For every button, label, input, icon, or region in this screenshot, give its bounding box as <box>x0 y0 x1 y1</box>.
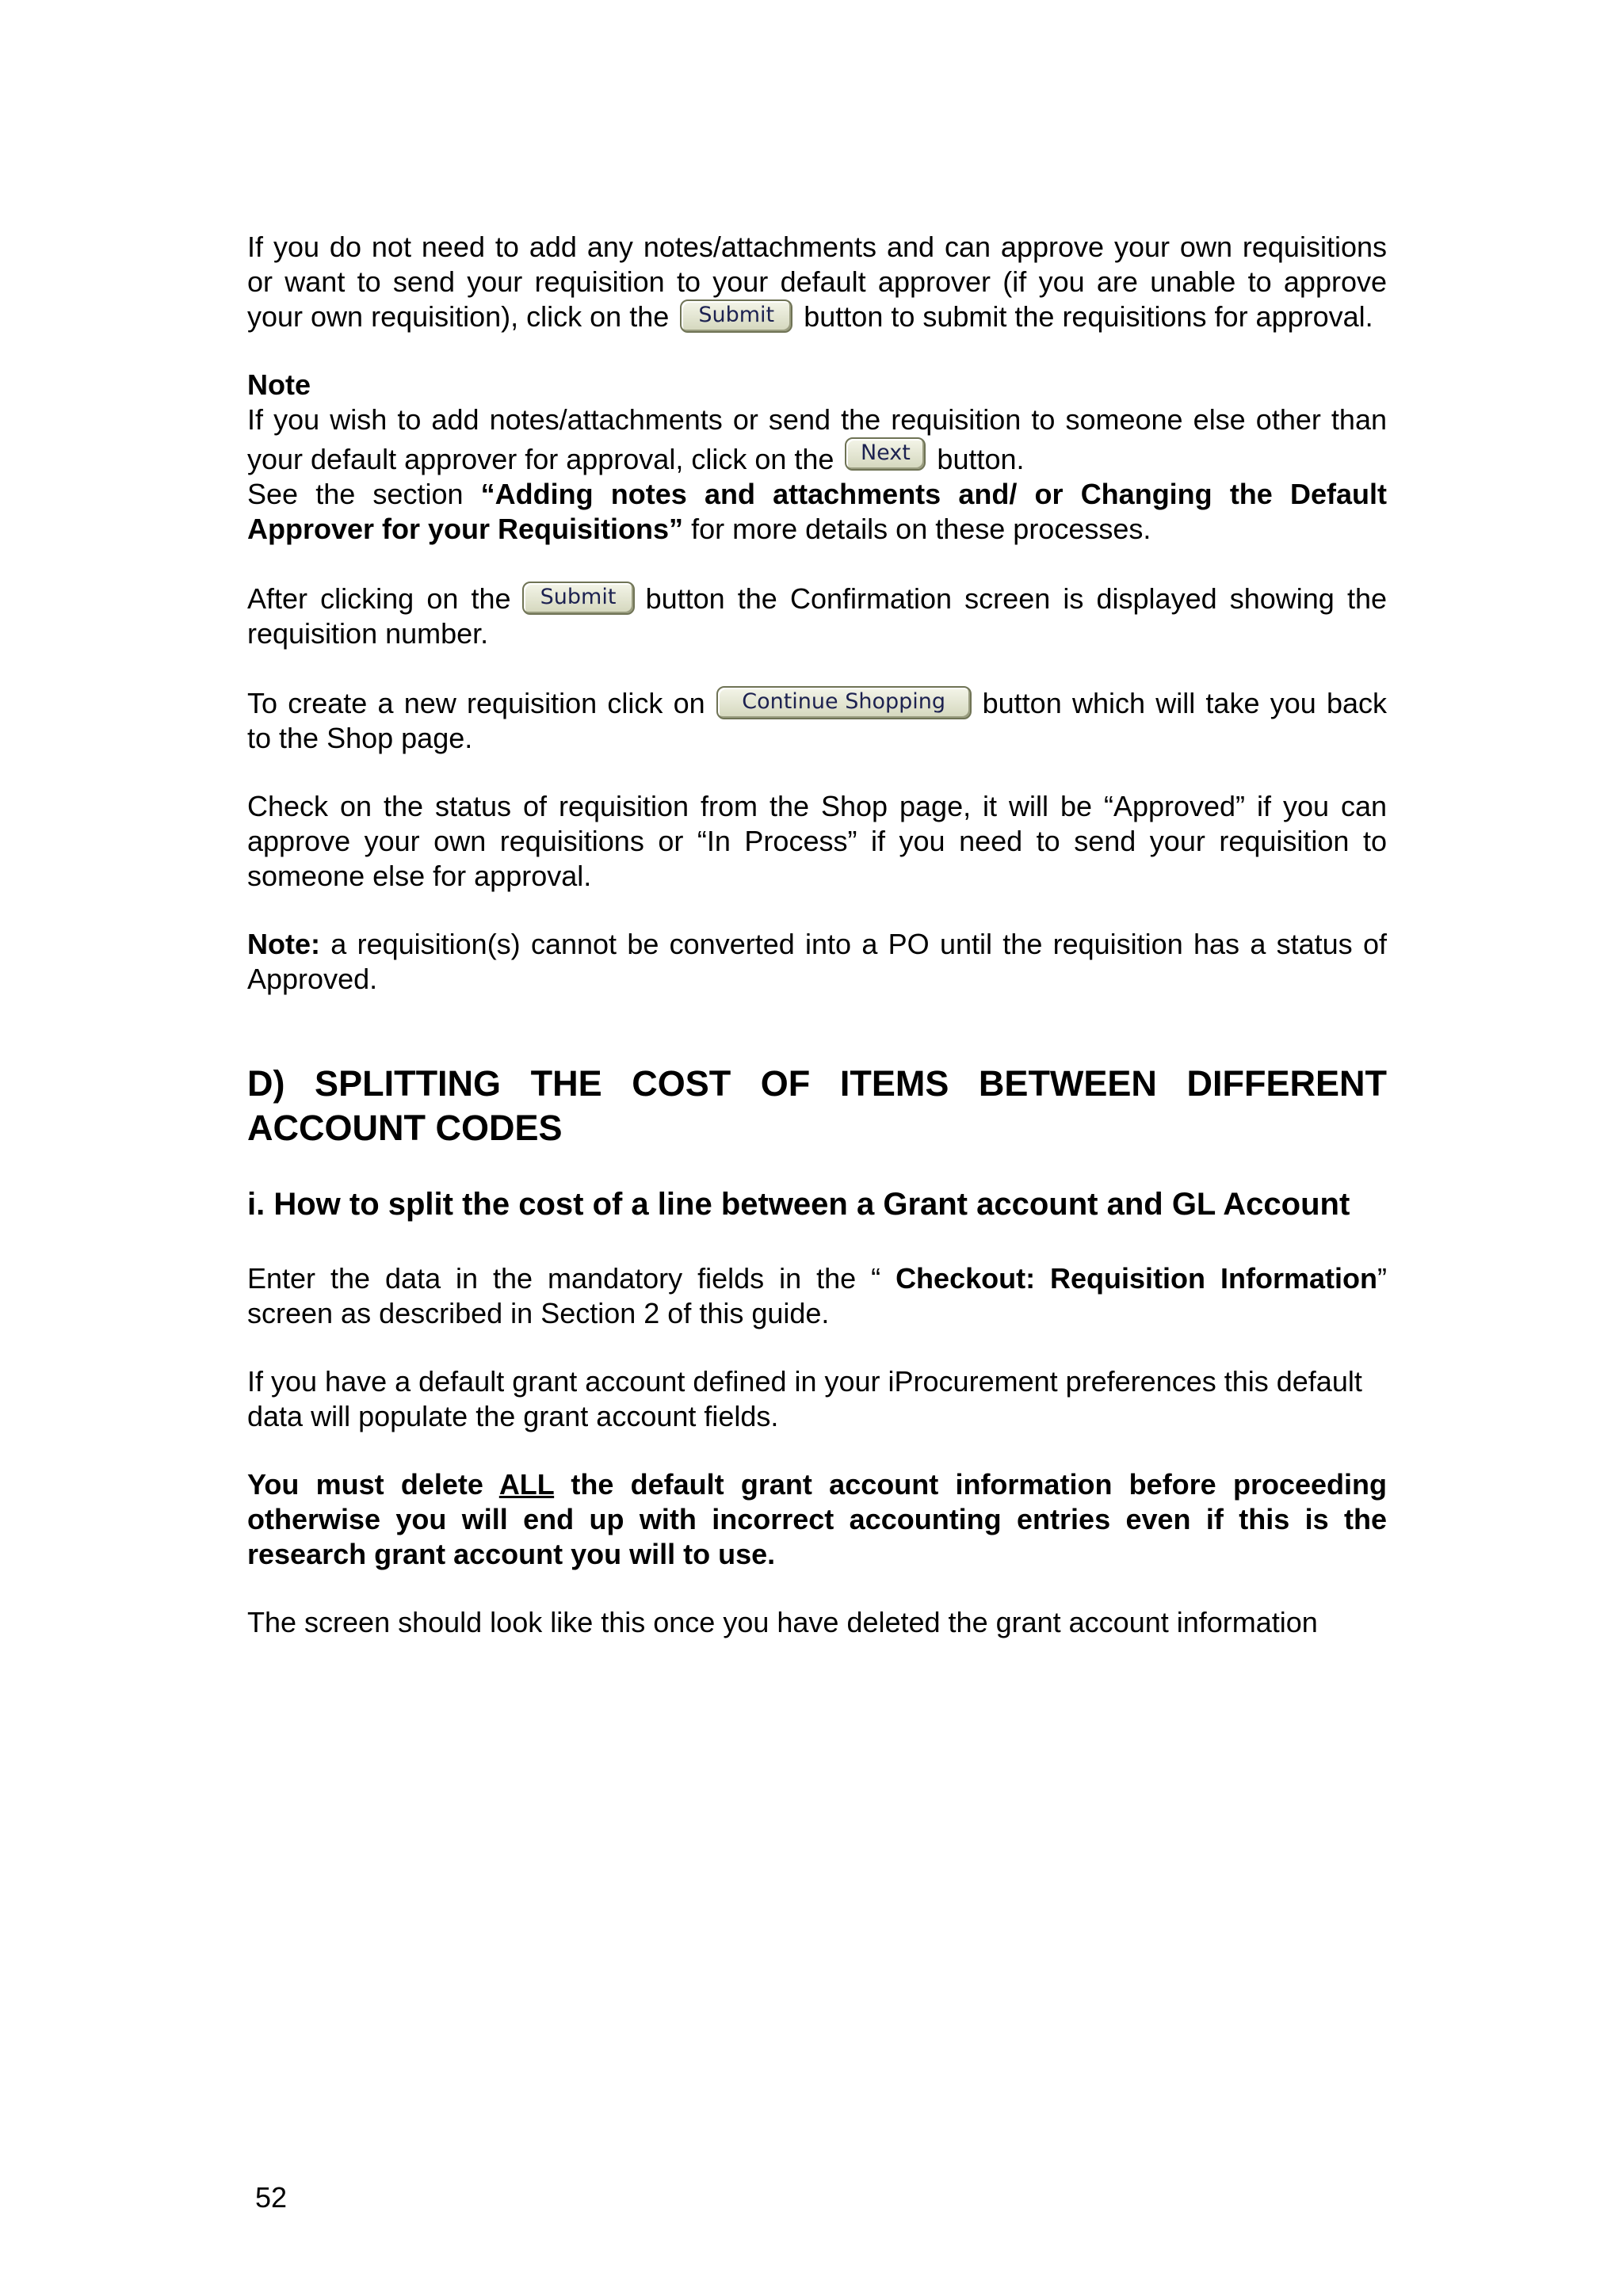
default-grant-paragraph: If you have a default grant account defined in your iProcurement preferences this default data will populate the grant account fields. <box>247 1365 1362 1432</box>
po-note-label: Note: <box>247 928 320 960</box>
mandatory-fields-text-end: ” screen as described in Section 2 of this guide. <box>247 1262 1387 1329</box>
note-text: If you wish to add notes/attachments or send the requisition to someone else other than your default approver for approval, click on the <box>247 403 1387 475</box>
confirmation-paragraph <box>247 582 1387 651</box>
subsection-i-heading: i. How to split the cost of a line between a Grant account and GL Account <box>247 1187 1350 1222</box>
confirmation-text-end: button the Confirmation screen is displayed showing the requisition number. <box>247 582 1388 650</box>
submit-button-2[interactable]: Submit <box>522 582 635 615</box>
screen-description-paragraph: The screen should look like this once you have deleted the grant account information <box>247 1606 1318 1638</box>
next-button[interactable]: Next <box>845 437 926 471</box>
section-reference: “Adding notes and attachments and/ or Changing the Default Approver for your Requisitions” <box>247 478 1387 545</box>
status-paragraph: Check on the status of requisition from the Shop page, it will be “Approved” if you can approve your own requisitions or “In Process” if you need to send your requisition to someone else for approval. <box>247 790 1387 892</box>
submit-instructions-paragraph <box>247 230 1387 334</box>
submit-instructions-text: If you do not need to add any notes/attachments and can approve your own requisitions or want to send your requisition to your default approver (if you are unable to approve your own requisition), click on the <box>247 231 1387 333</box>
see-section-text: See the section <box>247 478 464 510</box>
po-note-paragraph <box>247 927 1387 997</box>
mandatory-fields-text: Enter the data in the mandatory fields in the “ <box>247 1262 881 1295</box>
note-paragraph <box>247 402 1387 477</box>
po-note-text: a requisition(s) cannot be converted into a PO until the requisition has a status of Approved. <box>247 928 1387 995</box>
confirmation-text: After clicking on the <box>247 582 511 615</box>
mandatory-fields-paragraph <box>247 1261 1387 1331</box>
note-text-end: button. <box>937 443 1025 475</box>
note-title: Note <box>247 368 311 401</box>
delete-warning-emphasis: ALL <box>498 1468 555 1501</box>
delete-warning-text: You must delete <box>247 1468 483 1501</box>
document-page <box>247 230 1387 1640</box>
new-requisition-text: To create a new requisition click on <box>247 687 705 719</box>
page-number: 52 <box>255 2181 288 2214</box>
submit-button[interactable]: Submit <box>680 299 792 333</box>
section-d-heading: D) SPLITTING THE COST OF ITEMS BETWEEN DIFFERENT ACCOUNT CODES <box>247 1063 1387 1148</box>
see-section-paragraph <box>247 477 1387 547</box>
new-requisition-paragraph <box>247 686 1387 756</box>
new-requisition-text-end: button which will take you back to the Shop page. <box>247 687 1388 754</box>
submit-instructions-text-end: button to submit the requisitions for approval. <box>804 300 1373 333</box>
see-section-text-end: for more details on these processes. <box>691 513 1151 545</box>
delete-warning-paragraph <box>247 1467 1387 1572</box>
checkout-screen-name: Checkout: Requisition Information <box>896 1262 1377 1295</box>
delete-warning-text-end: the default grant account information before proceeding otherwise you will end up with incorrect accounting entries even if this is the research grant account you will to use. <box>247 1468 1387 1570</box>
continue-shopping-button[interactable]: Continue Shopping <box>716 686 972 719</box>
